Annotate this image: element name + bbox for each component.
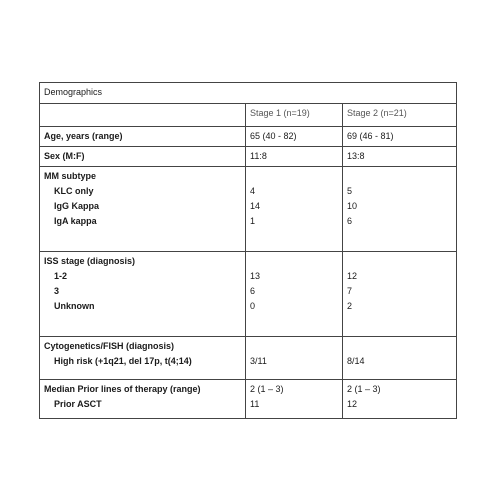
mm-item-label: IgA kappa: [54, 216, 97, 226]
prior-asct-stage1: 11: [250, 399, 260, 409]
age-stage2: 69 (46 - 81): [343, 127, 457, 147]
cyto-stage1: 3/11: [250, 356, 267, 366]
stage2-header: Stage 2 (n=21): [343, 104, 457, 127]
sex-label: Sex (M:F): [40, 147, 246, 167]
cytogenetics-row: [40, 337, 457, 380]
header-blank-cell: [40, 104, 246, 127]
mm-stage1-cell: [246, 167, 343, 252]
header-row: [40, 104, 457, 127]
demographics-table: [39, 82, 457, 419]
stage1-header: Stage 1 (n=19): [246, 104, 343, 127]
iss-label-cell: [40, 252, 246, 337]
cyto-stage1-cell: [246, 337, 343, 380]
sex-stage2: 13:8: [343, 147, 457, 167]
iss-stage2-cell: [343, 252, 457, 337]
mm-subtype-row: [40, 167, 457, 252]
mm-subtype-label-cell: [40, 167, 246, 252]
iss-stage-row: [40, 252, 457, 337]
mm-item-label: KLC only: [54, 186, 94, 196]
mm-item-stage2: 5: [347, 186, 353, 196]
iss-label: ISS stage (diagnosis): [44, 256, 136, 266]
iss-item-stage1: 0: [250, 301, 256, 311]
iss-item-stage2: 7: [347, 286, 353, 296]
cyto-sub-label: High risk (+1q21, del 17p, t(4;14): [54, 356, 192, 366]
iss-item-stage1: 6: [250, 286, 256, 296]
mm-item-stage2: 6: [347, 216, 353, 226]
cyto-stage2-cell: [343, 337, 457, 380]
age-stage1: 65 (40 - 82): [246, 127, 343, 147]
mm-item-label: IgG Kappa: [54, 201, 100, 211]
age-label: Age, years (range): [40, 127, 246, 147]
prior-stage2: 2 (1 – 3): [347, 384, 381, 394]
table-title: Demographics: [40, 83, 457, 104]
sex-row: [40, 147, 457, 167]
age-row: [40, 127, 457, 147]
prior-therapy-row: [40, 380, 457, 419]
mm-item-stage1: 1: [250, 216, 256, 226]
mm-stage2-cell: [343, 167, 457, 252]
iss-item-label: 1-2: [54, 271, 68, 281]
prior-label-cell: [40, 380, 246, 419]
sex-stage1: 11:8: [246, 147, 343, 167]
prior-label: Median Prior lines of therapy (range): [44, 384, 201, 394]
prior-stage2-cell: [343, 380, 457, 419]
cyto-stage2: 8/14: [347, 356, 365, 366]
mm-item-stage2: 10: [347, 201, 358, 211]
prior-stage1-cell: [246, 380, 343, 419]
iss-item-stage2: 12: [347, 271, 358, 281]
mm-item-stage1: 4: [250, 186, 256, 196]
cyto-label: Cytogenetics/FISH (diagnosis): [44, 341, 175, 351]
iss-item-stage1: 13: [250, 271, 261, 281]
prior-asct-stage2: 12: [347, 399, 358, 409]
mm-item-stage1: 14: [250, 201, 261, 211]
mm-subtype-label: MM subtype: [44, 171, 97, 181]
prior-asct-label: Prior ASCT: [54, 399, 102, 409]
table-title-row: [40, 83, 457, 104]
iss-item-stage2: 2: [347, 301, 353, 311]
cyto-label-cell: [40, 337, 246, 380]
iss-stage1-cell: [246, 252, 343, 337]
iss-item-label: Unknown: [54, 301, 95, 311]
prior-stage1: 2 (1 – 3): [250, 384, 284, 394]
iss-item-label: 3: [54, 286, 60, 296]
